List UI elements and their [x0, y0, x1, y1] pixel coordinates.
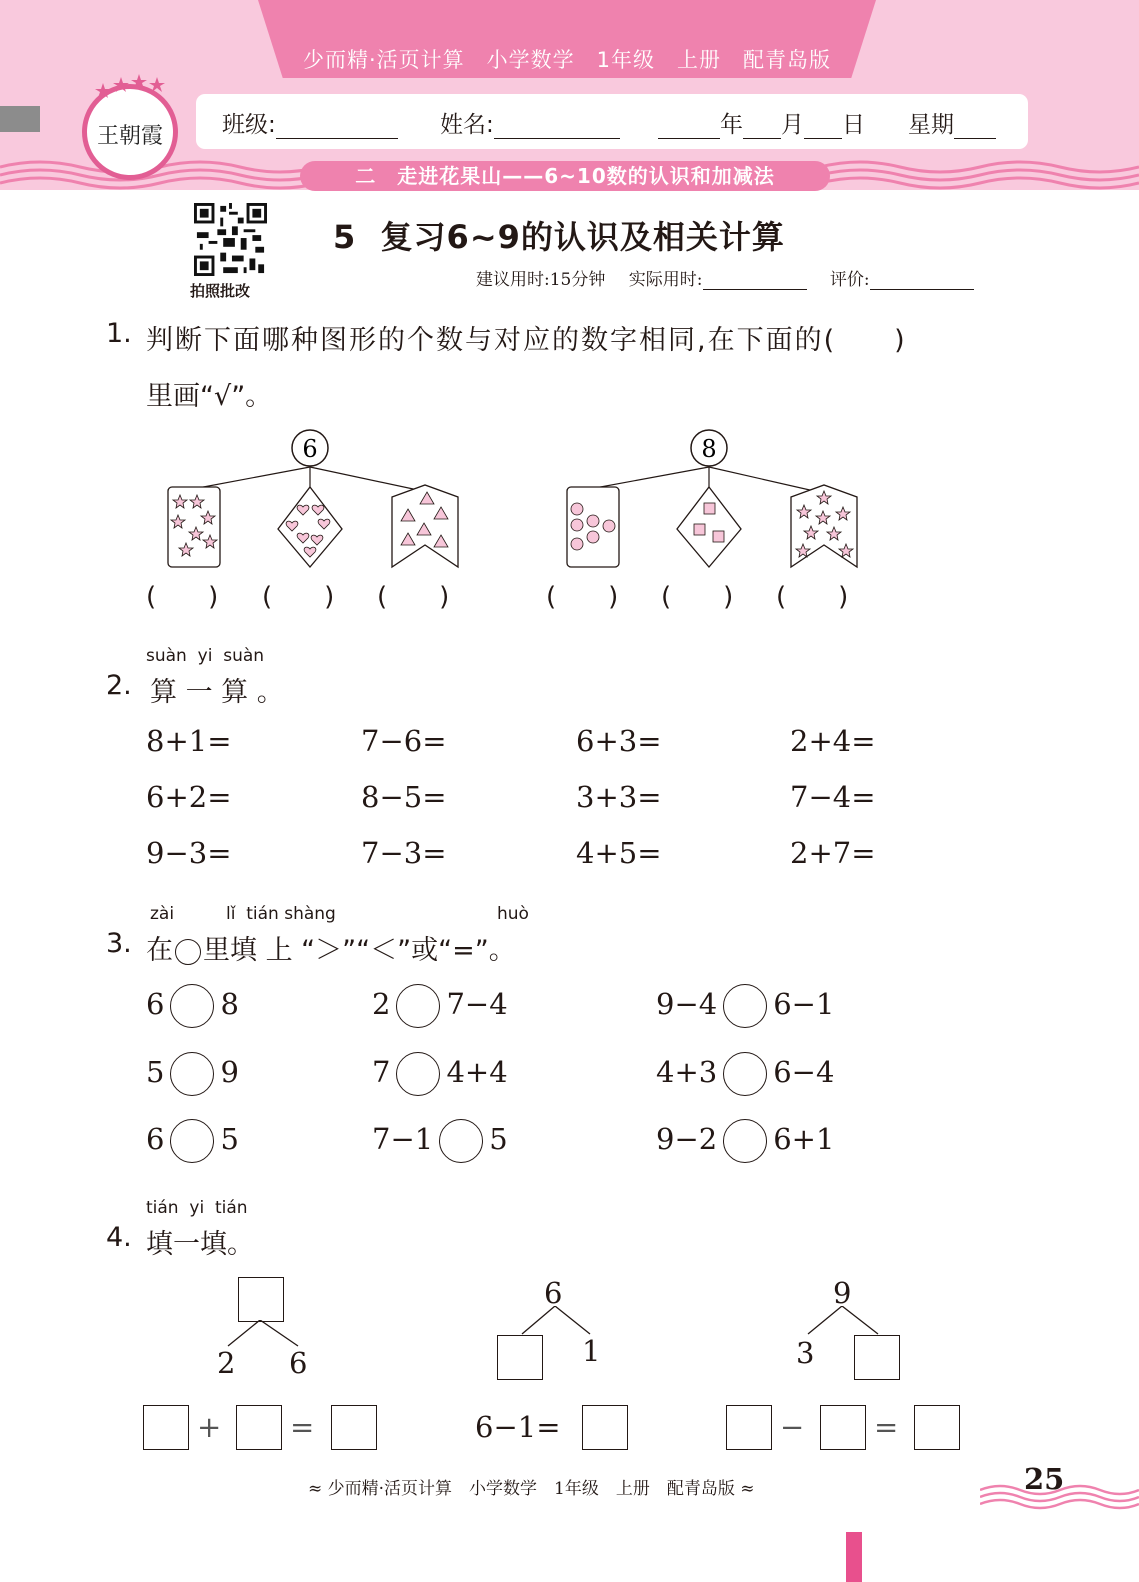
q3-cmp-2-3: 4+3 6−4	[656, 1052, 834, 1096]
q2-eq-3-2[interactable]: 7−3=	[361, 836, 447, 870]
compare-circle[interactable]	[723, 1119, 767, 1163]
answer-paren-1[interactable]: ( )	[146, 582, 219, 612]
month-label: 月	[781, 112, 804, 138]
page-title: 5 复习6~9的认识及相关计算	[333, 218, 785, 256]
q1-left-group	[168, 430, 458, 567]
q3-pinyin-huo: huò	[497, 904, 529, 924]
eq3-box-2[interactable]	[820, 1405, 866, 1450]
q2-eq-2-4[interactable]: 7−4=	[790, 780, 876, 814]
tree1-top-box[interactable]	[238, 1277, 284, 1322]
q2-eq-3-3[interactable]: 4+5=	[576, 836, 662, 870]
grey-edge-mark	[0, 106, 40, 132]
compare-circle[interactable]	[723, 1052, 767, 1096]
tree3-top: 9	[833, 1276, 852, 1310]
q2-eq-1-2[interactable]: 7−6=	[361, 724, 447, 758]
q2-eq-2-3[interactable]: 3+3=	[576, 780, 662, 814]
q2-text: 算 一 算 。	[150, 677, 284, 708]
tree1-left: 2	[217, 1346, 236, 1380]
rating-label: 评价:	[829, 270, 870, 290]
compare-circle[interactable]	[723, 984, 767, 1028]
eq3-minus: −	[780, 1410, 805, 1444]
date-field[interactable]	[658, 106, 865, 139]
compare-circle[interactable]	[396, 1052, 440, 1096]
eq1-box-1[interactable]	[143, 1405, 189, 1450]
answer-paren-6[interactable]: ( )	[776, 582, 849, 612]
answer-paren-3[interactable]: ( )	[377, 582, 450, 612]
answer-paren-5[interactable]: ( )	[661, 582, 734, 612]
q4-number: 4.	[106, 1222, 132, 1253]
class-field[interactable]	[222, 106, 398, 139]
eq3-equals: =	[874, 1410, 899, 1444]
suggested-time: 建议用时:15分钟	[476, 270, 606, 290]
eq1-box-3[interactable]	[331, 1405, 377, 1450]
page-number: 25	[1024, 1462, 1065, 1496]
brand-logo	[82, 84, 178, 180]
tree3-left: 3	[796, 1336, 815, 1370]
q1-number: 1.	[106, 318, 132, 349]
q3-pinyin-litian: lǐ tián shàng	[226, 904, 336, 924]
edge-marker	[846, 1532, 862, 1582]
eq2-prefix: 6−1=	[475, 1410, 561, 1444]
q3-text-b: 里填 上 “＞”“＜”或“=”。	[203, 935, 516, 966]
q3-cmp-3-2: 7−1 5	[372, 1119, 508, 1163]
name-label: 姓名:	[440, 112, 494, 138]
q2-eq-3-1[interactable]: 9−3=	[146, 836, 232, 870]
q2-number: 2.	[106, 670, 132, 701]
name-field[interactable]	[440, 106, 620, 139]
q3-number: 3.	[106, 928, 132, 959]
q2-eq-1-4[interactable]: 2+4=	[790, 724, 876, 758]
weekday-label: 星期	[908, 112, 954, 138]
q3-cmp-3-3: 9−2 6+1	[656, 1119, 834, 1163]
tree2-top: 6	[544, 1276, 563, 1310]
q2-eq-3-4[interactable]: 2+7=	[790, 836, 876, 870]
circle-placeholder-icon	[175, 939, 201, 965]
day-label: 日	[842, 112, 865, 138]
q3-cmp-1-3: 9−4 6−1	[656, 984, 834, 1028]
compare-circle[interactable]	[170, 1052, 214, 1096]
compare-circle[interactable]	[396, 984, 440, 1028]
weekday-field[interactable]	[908, 106, 996, 139]
number-8-label: 8	[701, 435, 717, 463]
q2-eq-1-3[interactable]: 6+3=	[576, 724, 662, 758]
tree2-right: 1	[582, 1334, 601, 1368]
tree3-right-box[interactable]	[854, 1335, 900, 1380]
q3-cmp-2-2: 7 4+4	[372, 1052, 508, 1096]
q1-right-group	[567, 430, 857, 567]
tree1-right: 6	[289, 1346, 308, 1380]
q2-eq-1-1[interactable]: 8+1=	[146, 724, 232, 758]
compare-circle[interactable]	[439, 1119, 483, 1163]
answer-paren-4[interactable]: ( )	[546, 582, 619, 612]
q3-cmp-1-1: 6 8	[146, 984, 239, 1028]
compare-circle[interactable]	[170, 1119, 214, 1163]
q2-eq-2-2[interactable]: 8−5=	[361, 780, 447, 814]
q4-pinyin: tián yi tián	[146, 1198, 248, 1218]
q4-text: 填一填。	[146, 1229, 254, 1260]
eq1-equals: =	[290, 1410, 315, 1444]
diamond-squares	[677, 487, 741, 567]
q1-line1: 判断下面哪种图形的个数与对应的数字相同,在下面的( )	[146, 325, 907, 356]
qr-code-icon[interactable]	[193, 203, 268, 276]
q2-pinyin: suàn yi suàn	[146, 646, 265, 666]
class-label: 班级:	[222, 112, 276, 138]
q3-cmp-3-1: 6 5	[146, 1119, 239, 1163]
answer-paren-2[interactable]: ( )	[262, 582, 335, 612]
qr-label: 拍照批改	[190, 282, 251, 300]
stars-icon	[95, 71, 175, 101]
series-title: 少而精·活页计算 小学数学 1年级 上册 配青岛版	[302, 48, 832, 72]
number-6-label: 6	[302, 435, 318, 463]
eq1-box-2[interactable]	[236, 1405, 282, 1450]
q3-pinyin-zai: zài	[150, 904, 175, 924]
q1-figure	[140, 425, 900, 585]
actual-time-blank[interactable]	[703, 271, 807, 290]
eq1-plus: +	[197, 1410, 222, 1444]
actual-time-label: 实际用时:	[628, 270, 703, 290]
logo-text: 王朝霞	[96, 124, 163, 149]
q3-text-a: 在	[146, 935, 173, 966]
q3-cmp-2-1: 5 9	[146, 1052, 239, 1096]
time-meta	[476, 265, 974, 290]
eq2-box[interactable]	[582, 1405, 628, 1450]
q1-line2: 里画“√”。	[146, 381, 273, 412]
tree2-left-box[interactable]	[497, 1335, 543, 1380]
year-label: 年	[720, 112, 743, 138]
eq3-box-1[interactable]	[726, 1405, 772, 1450]
compare-circle[interactable]	[170, 984, 214, 1028]
section-banner: 二 走进花果山——6~10数的认识和加减法	[300, 161, 830, 191]
footer-text: ≈ 少而精·活页计算 小学数学 1年级 上册 配青岛版 ≈	[308, 1479, 755, 1499]
rating-blank[interactable]	[870, 271, 974, 290]
q3-cmp-1-2: 2 7−4	[372, 984, 508, 1028]
q3-text	[146, 928, 516, 967]
tree3-branches	[800, 1306, 900, 1338]
q2-eq-2-1[interactable]: 6+2=	[146, 780, 232, 814]
eq3-box-3[interactable]	[914, 1405, 960, 1450]
